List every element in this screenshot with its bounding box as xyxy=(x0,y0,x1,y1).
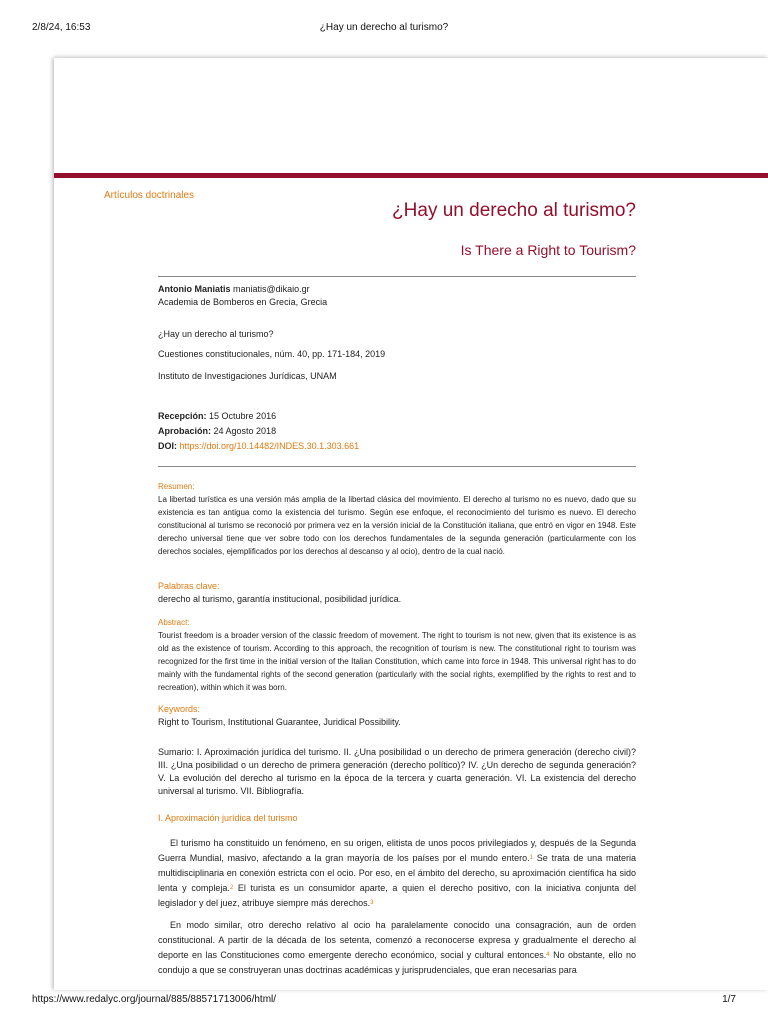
article-subtitle: Is There a Right to Tourism? xyxy=(460,242,636,258)
resumen-label: Resumen: xyxy=(158,482,195,491)
citation-publisher: Instituto de Investigaciones Jurídicas, UNAM xyxy=(158,371,337,381)
keywords-block xyxy=(158,703,636,729)
footnote-ref-3[interactable]: 3 xyxy=(370,900,374,906)
paragraph-2 xyxy=(158,918,636,978)
author-name: Antonio Maniatis xyxy=(158,284,231,294)
palabras-clave-label: Palabras clave: xyxy=(158,581,220,591)
citation-source: Cuestiones constitucionales, núm. 40, pp. 171-184, 2019 xyxy=(158,349,386,359)
footnote-ref-1[interactable]: 1 xyxy=(529,855,534,861)
author-affiliation: Academia de Bomberos en Grecia, Grecia xyxy=(158,297,328,307)
abstract-block xyxy=(158,616,636,694)
footnote-ref-2[interactable]: 2 xyxy=(229,885,234,891)
paragraph-1-c: El turista es un consumidor aparte, a quien el derecho positivo, con la iniciativa conjunta del legislador y del juez, atribuye siempre más derechos. xyxy=(158,883,636,908)
palabras-clave-block xyxy=(158,580,636,606)
paragraph-1-a: El turismo ha constituido un fenómeno, en su origen, elitista de unos pocos privilegiados y, después de la Segunda Guerra Mundial, masivo, afectando a la gran mayoría de los países por el mundo entero. xyxy=(158,838,636,863)
approved-label: Aprobación: xyxy=(158,426,211,436)
approved-date: 24 Agosto 2018 xyxy=(213,426,277,436)
print-page-number: 1/7 xyxy=(722,994,736,1005)
footnote-ref-4[interactable]: 4 xyxy=(546,952,550,958)
paragraph-1 xyxy=(158,836,636,911)
section-heading-1: I. Aproximación jurídica del turismo xyxy=(158,813,298,823)
doi-label: DOI: xyxy=(158,441,177,451)
print-footer xyxy=(32,994,736,1008)
abstract-label: Abstract: xyxy=(158,618,190,627)
print-url: https://www.redalyc.org/journal/885/88571713006/html/ xyxy=(32,994,277,1005)
received-label: Recepción: xyxy=(158,411,207,421)
resumen-text: La libertad turística es una versión más amplia de la libertad clásica del movimiento. El derecho al turismo no es nuevo, dado que su existencia es tan antigua como la existencia del turismo. Según ese enfoque, el reconocimiento del turismo es nuevo. El derecho constitucional al turismo se reconoció por primera vez en la versión inicial de la Constitución italiana, que entró en vigor en 1948. Este derecho universal tiene que ver sobre todo con los derechos fundamentales de la segunda generación (particularmente con los derechos sociales, ejemplificados por los derechos al descanso y al ocio), dentro de la cual nació. xyxy=(158,495,636,556)
article-title: ¿Hay un derecho al turismo? xyxy=(392,200,636,221)
print-timestamp: 2/8/24, 16:53 xyxy=(32,22,91,33)
citation-title: ¿Hay un derecho al turismo? xyxy=(158,329,274,339)
print-header xyxy=(32,22,736,36)
header-red-bar xyxy=(54,173,768,178)
keywords-text: Right to Tourism, Institutional Guarantee, Juridical Possibility. xyxy=(158,717,401,727)
paragraph-1-b: Se trata de una materia multidisciplinaria en conexión estricta con el ocio. Por eso, en el ámbito del derecho, su aproximación científica ha sido lenta y compleja. xyxy=(158,853,636,893)
dates-block xyxy=(158,410,636,453)
sumario: Sumario: I. Aproximación jurídica del turismo. II. ¿Una posibilidad o un derecho de primera generación (derecho civil)? III. ¿Una posibilidad o un derecho de primera generación (derecho político)? IV. ¿Un derecho de segunda generación? V. La evolución del derecho al turismo en la época de la tercera y cuarta generación. VI. La existencia del derecho universal al turismo. VII. Bibliografía. xyxy=(158,747,636,796)
divider-middle xyxy=(158,466,636,467)
section-label: Artículos doctrinales xyxy=(104,190,195,201)
print-title: ¿Hay un derecho al turismo? xyxy=(319,22,449,33)
resumen-block xyxy=(158,480,636,558)
palabras-clave-text: derecho al turismo, garantía institucional, posibilidad jurídica. xyxy=(158,594,402,604)
paragraph-2-a: En modo similar, otro derecho relativo al ocio ha paralelamente conocido una consagración, aun de orden constitucional. A partir de la década de los setenta, comenzó a reconocerse expresa y gradualmente el derecho al deporte en las Constituciones como emergente derecho económico, social y cultural entonces. xyxy=(158,920,636,960)
keywords-label: Keywords: xyxy=(158,704,201,714)
divider-top xyxy=(158,276,636,277)
abstract-text: Tourist freedom is a broader version of the classic freedom of movement. The right to tourism is not new, given that its existence is as old as the existence of tourism. According to this approach, the recognition of tourism is new. The constitutional right to tourism was recognized for the first time in the initial version of the Italian Constitution, which came into force in 1948. This universal right has to do mainly with the fundamental rights of the second generation (particularly with the social rights, exemplified by the rights to rest and to recreation), within which it was born. xyxy=(158,631,636,692)
doi-link[interactable]: https://doi.org/10.14482/INDES.30.1.303.661 xyxy=(179,441,360,451)
received-date: 15 Octubre 2016 xyxy=(209,411,277,421)
author-block xyxy=(158,283,636,309)
citation-block xyxy=(158,328,636,383)
paragraph-2-b: No obstante, ello no condujo a que se construyeran unas doctrinas académicas y jurisprudenciales, que eran necesarias para xyxy=(158,950,636,975)
author-email[interactable]: maniatis@dikaio.gr xyxy=(233,284,310,294)
